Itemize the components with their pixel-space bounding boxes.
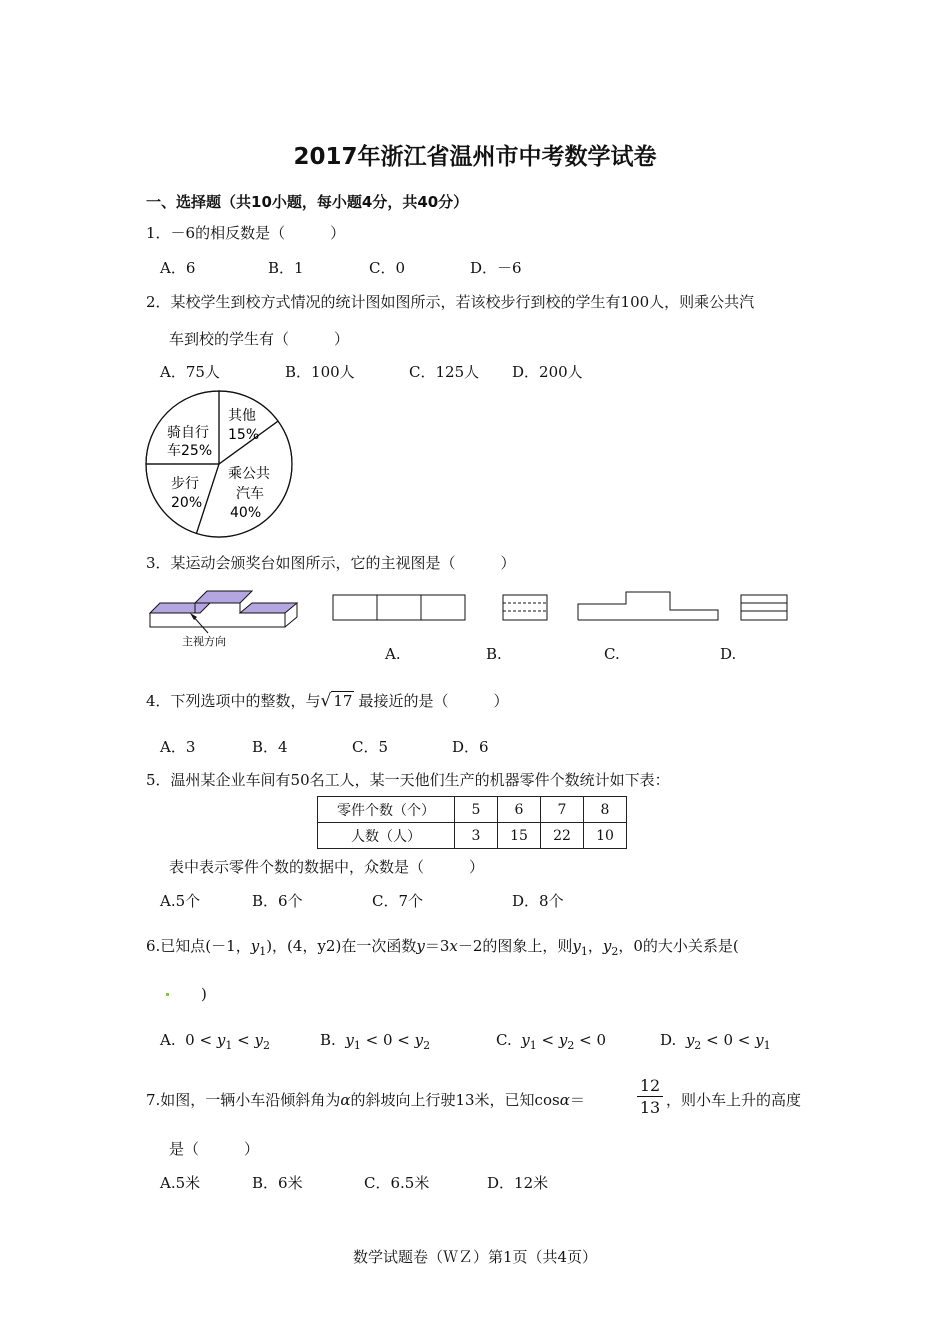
q6-lt: <: [237, 1031, 250, 1049]
table-cell: 6: [498, 797, 541, 823]
q7-option-c: C．6.5米: [364, 1174, 430, 1192]
q6-lt: <: [199, 1031, 213, 1049]
q3-option-a-figure: [332, 593, 468, 623]
pie-label-bus-pct: 40%: [230, 505, 262, 521]
q6-option-c: [496, 1031, 606, 1052]
podium-top-middle: [195, 591, 252, 603]
podium-figure: [140, 583, 310, 653]
q6-sub: 2: [262, 1039, 270, 1052]
pie-label-other: 其他: [228, 408, 256, 424]
q6-sub: 1: [580, 945, 588, 958]
q6-var-y: y: [216, 1031, 226, 1049]
q6-lt: <: [365, 1031, 379, 1049]
q6-var-y: y: [558, 1031, 568, 1049]
table-cell: 8: [584, 797, 627, 823]
q6-lt: <: [579, 1031, 592, 1049]
q6-zero: 0: [723, 1031, 733, 1049]
question-7-stem-tail: ，则小车上升的高度: [666, 1091, 802, 1109]
section-heading: 一、选择题（共10小题，每小题4分，共40分）: [146, 193, 469, 211]
q4-radicand: 17: [333, 692, 353, 710]
question-7-stem: [146, 1089, 585, 1110]
pie-label-walk-pct: 20%: [171, 495, 203, 511]
q5-option-a: A.5个: [160, 892, 201, 910]
question-2-stem-line1: 2．某校学生到校方式情况的统计图如图所示，若该校步行到校的学生有100人，则乘公共汽: [146, 293, 755, 311]
q6-option-d: [660, 1031, 771, 1052]
q6-sub: 2: [611, 945, 619, 958]
q6-letter: A.: [160, 1031, 176, 1049]
q6-var-y: y: [602, 937, 612, 955]
q6-sub: 1: [259, 945, 267, 958]
q7-option-d: D．12米: [487, 1174, 549, 1192]
table-row: [318, 797, 627, 823]
question-1-stem: 1．－6的相反数是（ ）: [146, 224, 346, 242]
q6-func-mid: ＝3: [424, 937, 450, 955]
q6-var-y: y: [345, 1031, 354, 1049]
pie-chart: [140, 388, 305, 538]
q6-lt: <: [541, 1031, 555, 1049]
q7-text-b: 的斜坡向上行驶13米，已知cos: [350, 1091, 560, 1109]
question-6-stem: [146, 935, 739, 958]
q6-sub: 2: [567, 1039, 575, 1052]
q1-option-d: D．－6: [470, 259, 522, 277]
stray-mark: [166, 993, 169, 996]
q5-option-b: B．6个: [252, 892, 303, 910]
q3-label-a: A.: [385, 645, 401, 663]
q6-var-y: y: [572, 937, 581, 955]
pie-label-bike-1: 骑自行: [167, 425, 209, 441]
table-cell: 7: [541, 797, 584, 823]
q6-func-y: y: [416, 937, 425, 955]
q2-option-d: D．200人: [512, 363, 583, 381]
q5-option-c: C．7个: [372, 892, 424, 910]
sqrt-sign: √: [320, 691, 332, 711]
q1-option-c: C．0: [369, 259, 406, 277]
table-header-people: 人数（人）: [318, 823, 455, 849]
q6-text-b: )，(4，y2)在一次函数: [266, 937, 417, 955]
table-row: [318, 823, 627, 849]
q7-option-a: A.5米: [160, 1174, 201, 1192]
question-3-stem: 3．某运动会颁奖台如图所示，它的主视图是（ ）: [146, 554, 516, 572]
table-cell: 15: [498, 823, 541, 849]
pie-label-bike-2: 车25%: [167, 443, 213, 459]
table-cell: 5: [455, 797, 498, 823]
table-cell: 3: [455, 823, 498, 849]
q6-option-a: [160, 1031, 270, 1052]
q6-var-y: y: [755, 1031, 764, 1049]
q7-eq: ＝: [569, 1091, 585, 1109]
q7-text-a: 7.如图，一辆小车沿倾斜角为: [146, 1091, 341, 1109]
q4-option-b: B．4: [252, 738, 288, 756]
q1-option-b: B．1: [268, 259, 304, 277]
page-footer: 数学试题卷（ＷＺ）第1页（共4页）: [352, 1248, 598, 1266]
q6-text-a: 6.已知点(－1，: [146, 937, 251, 955]
q7-alpha: α: [559, 1091, 570, 1109]
q6-text-c: 的图象上，则: [482, 937, 573, 955]
q6-letter: C.: [496, 1031, 512, 1049]
q4-stem-pre: 4．下列选项中的整数，与: [146, 692, 321, 710]
pie-label-bus-1: 乘公共: [228, 466, 270, 482]
q7-alpha: α: [340, 1091, 351, 1109]
q3-option-b-figure: [502, 593, 550, 623]
q6-sub: 1: [529, 1039, 537, 1052]
question-5-stem-2: 表中表示零件个数的数据中，众数是（ ）: [169, 858, 485, 876]
pie-label-walk: 步行: [171, 476, 199, 492]
q6-zero: 0: [185, 1031, 195, 1049]
q2-option-b: B．100人: [285, 363, 355, 381]
question-2-stem-line2: 车到校的学生有（ ）: [169, 330, 350, 348]
q2-option-a: A．75人: [160, 363, 220, 381]
q6-zero: 0: [596, 1031, 607, 1049]
q7-option-b: B．6米: [252, 1174, 303, 1192]
question-6-stem-line2: ): [201, 985, 207, 1003]
q6-lt: <: [706, 1031, 719, 1049]
q6-text-e: ，0的大小关系是(: [618, 937, 739, 955]
question-7-stem-line2: 是（ ）: [169, 1140, 260, 1158]
q4-option-a: A．3: [160, 738, 196, 756]
podium-top-right: [240, 603, 297, 613]
q3-option-d-figure: [740, 593, 790, 623]
q6-sub: 1: [353, 1039, 361, 1052]
q6-lt: <: [737, 1031, 751, 1049]
podium-top-left: [150, 603, 210, 613]
q6-sub: 2: [694, 1039, 702, 1052]
q4-option-c: C．5: [352, 738, 389, 756]
q6-sub: 1: [225, 1039, 233, 1052]
q2-option-c: C．125人: [409, 363, 480, 381]
view-direction-caption: 主视方向: [182, 635, 226, 648]
q6-text-d: ，: [587, 937, 603, 955]
q7-fraction: [637, 1076, 663, 1119]
q6-lt: <: [397, 1031, 410, 1049]
question-4-stem: [146, 690, 509, 711]
q6-var-y: y: [414, 1031, 424, 1049]
q6-letter: D.: [660, 1031, 677, 1049]
q4-stem-post: 最接近的是（ ）: [358, 692, 509, 710]
pie-label-bus-2: 汽车: [236, 486, 264, 502]
page-title: 2017年浙江省温州市中考数学试卷: [293, 144, 657, 170]
table-cell: 22: [541, 823, 584, 849]
q6-var-y: y: [521, 1031, 530, 1049]
pie-label-other-pct: 15%: [228, 427, 260, 443]
table-cell: 10: [584, 823, 627, 849]
q6-sub: 1: [763, 1039, 771, 1052]
q6-var-y: y: [250, 937, 260, 955]
q3-label-b: B.: [486, 645, 502, 663]
q6-func-tail: －2: [457, 937, 483, 955]
q1-option-a: A．6: [160, 259, 196, 277]
q4-option-d: D．6: [452, 738, 489, 756]
table-header-parts: 零件个数（个）: [318, 797, 455, 823]
question-5-stem: 5．温州某企业车间有50名工人，某一天他们生产的机器零件个数统计如下表：: [146, 771, 670, 789]
q6-option-b: [320, 1031, 430, 1052]
q3-label-d: D.: [720, 645, 737, 663]
q6-letter: B.: [320, 1031, 336, 1049]
q6-zero: 0: [382, 1031, 393, 1049]
q6-var-y: y: [685, 1031, 695, 1049]
podium-front: [150, 613, 285, 627]
q6-sub: 2: [423, 1039, 431, 1052]
q6-var-y: y: [254, 1031, 263, 1049]
q7-numerator: 12: [637, 1076, 663, 1097]
q7-denominator: 13: [639, 1098, 661, 1117]
q3-label-c: C.: [604, 645, 620, 663]
q5-option-d: D．8个: [512, 892, 564, 910]
q6-func-x: x: [449, 937, 458, 955]
q3-option-c-figure: [576, 588, 722, 624]
parts-table: [317, 796, 627, 849]
